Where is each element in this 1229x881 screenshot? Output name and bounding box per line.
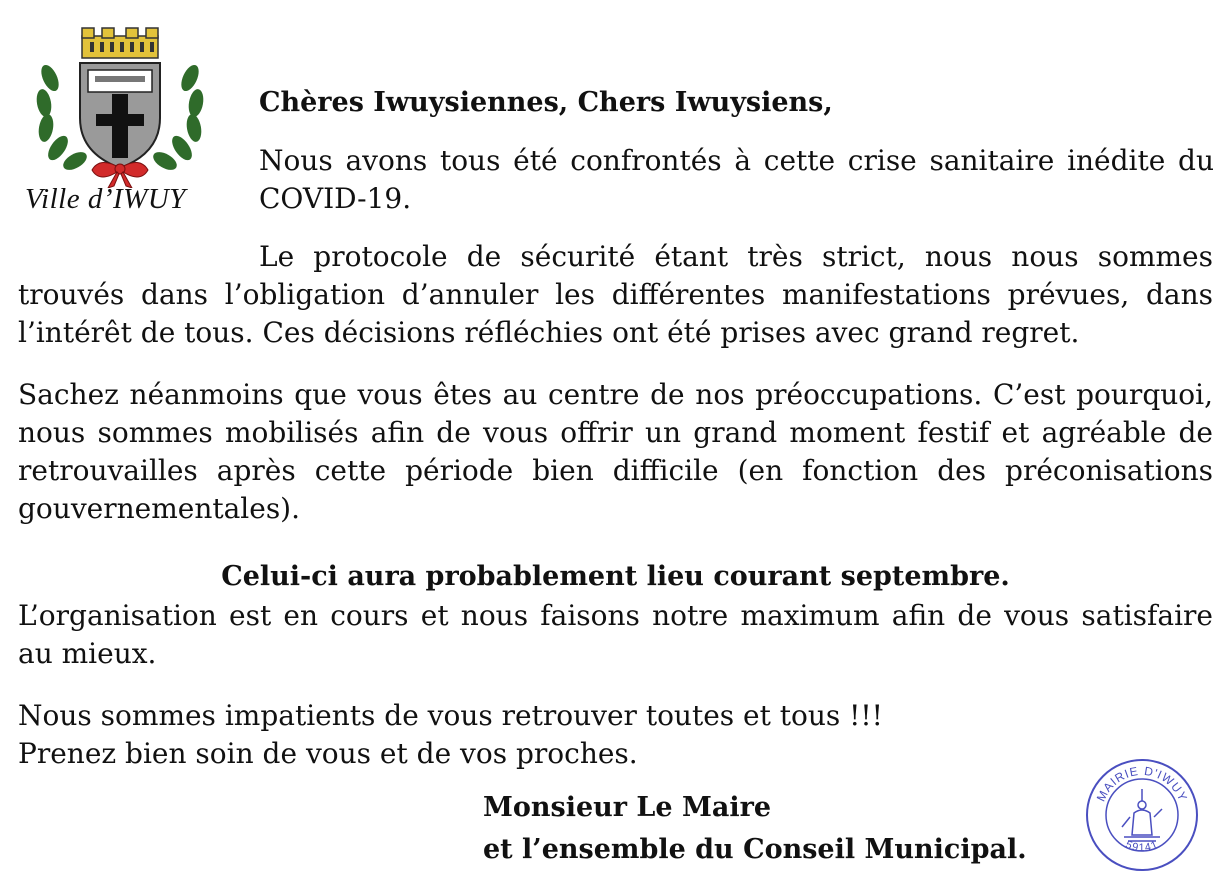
stamp-bottom-text: 59141 — [1123, 838, 1161, 855]
care-line: Prenez bien soin de vous et de vos proches. — [18, 737, 638, 770]
signature-line-2: et l’ensemble du Conseil Municipal. — [483, 834, 1027, 865]
organisation-paragraph: L’organisation est en cours et nous faisons notre maximum afin de vous satisfaire au mieux. — [18, 599, 1213, 670]
stamp-top-text: MAIRIE D'IWUY — [1093, 763, 1191, 804]
official-stamp-icon — [1084, 757, 1200, 873]
reassurance-paragraph: Sachez néanmoins que vous êtes au centre de nos préoccupations. C’est pourquoi, nous sommes mobilisés afin de vous offrir un grand moment festif et agréable de retrouvailles après cette période bien difficile (en fonction des préconisations gouvernementales). — [18, 378, 1213, 525]
intro-paragraph: Nous avons tous été confrontés à cette crise sanitaire inédite du COVID-19. — [259, 144, 1214, 215]
protocol-paragraph: Le protocole de sécurité étant très strict, nous nous sommes trouvés dans l’obligation d’annuler les différentes manifestations prévues, dans l’intérêt de tous. Ces décisions réfléchies ont été prises avec grand regret. — [18, 240, 1213, 349]
logo-caption: Ville d’IWUY — [25, 183, 186, 215]
signature-line-1: Monsieur Le Maire — [483, 792, 772, 823]
impatience-line: Nous sommes impatients de vous retrouver toutes et tous !!! — [18, 699, 883, 732]
announcement: Celui-ci aura probablement lieu courant septembre. — [221, 561, 1010, 592]
greeting: Chères Iwuysiennes, Chers Iwuysiens, — [259, 87, 833, 118]
